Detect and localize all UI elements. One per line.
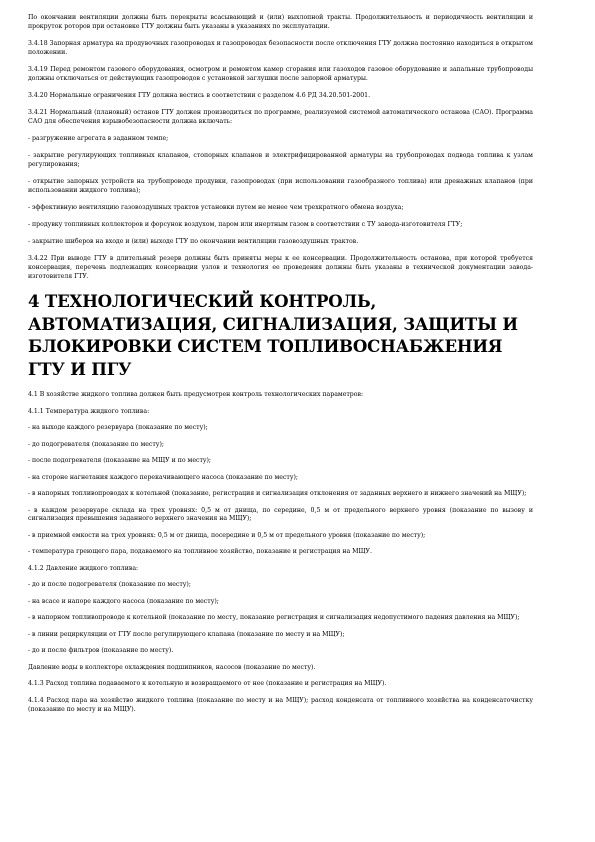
list-item: - в каждом резервуаре склада на трех уровнях: 0,5 м от днища, по середине, 0,5 м от предельного верхнего уровня (показание по вызову и сигнализация превышения заданного верхнего значения на МЩУ); [28,506,533,523]
list-item: - закрытие шиберов на входе и (или) выходе ГТУ по окончании вентиляции газовоздушных трактов. [28,238,359,246]
paragraph: По окончании вентиляции должны быть перекрыты всасывающий и (или) выхлопной тракты. Продолжительность и периодичность вентиляции и прокруток роторов при остановке ГТУ должны быть указаны в указаниях по эксплуатации. [28,14,533,30]
list-item: - эффективную вентиляцию газовоздушных трактов установки путем не менее чем трехкратного обмена воздуха; [28,204,404,212]
list-item: - в приемной емкости на трех уровнях: 0,5 м от днища, посередине и 0,5 м от предельного уровня (показание по месту); [28,531,426,539]
list-item: - продувку топливных коллекторов и форсунок воздухом, паром или инертным газом в соответствии с ТУ завода-изготовителя ГТУ; [28,221,463,229]
bottom-section [28,391,533,715]
paragraph: 3.4.21 Нормальный (плановый) останов ГТУ должен производиться по программе, реализуемой системой автоматического останова (САО). Программа САО для обеспечения взрывобезопасности должна включать: [28,109,533,125]
list-item: - в напорных топливопроводах к котельной (показание, регистрация и сигнализация отклонения от заданных верхнего и нижнего значений на МЩУ); [28,490,527,497]
list-item: - температура греющего пара, подаваемого на топливное хозяйство, показание и регистрация на МЩУ. [28,548,372,556]
paragraph: 3.4.22 При выводе ГТУ в длительный резерв должны быть приняты меры к ее консервации. Продолжительность останова, при которой требуется консервация, перечень подлежащих консервации узлов и технология ее проведения должны быть указаны в технической документации завода-изготовителя ГТУ. [28,255,533,281]
paragraph: 3.4.19 Перед ремонтом газового оборудования, осмотром и ремонтом камер сгорания или газоходов газовое оборудование и запальные трубопроводы должны отключаться от действующих газопроводов с установкой заглушки после запорной арматуры. [28,66,533,82]
list-item: - до и после подогревателя (показание по месту); [28,581,191,589]
list-item: - на всасе и напоре каждого насоса (показание по месту); [28,597,219,605]
list-item: - на выходе каждого резервуара (показание по месту); [28,424,208,431]
paragraph: 3.4.18 Запорная арматура на продувочных газопроводах и газопроводах безопасности после отключения ГТУ должна постоянно находиться в открытом положении. [28,40,533,56]
paragraph: Давление воды в коллекторе охлаждения подшипников, насосов (показание по месту). [28,663,316,671]
top-section [28,14,533,282]
list-item: - разгружение агрегата в заданном темпе; [28,135,169,143]
list-item: - до и после фильтров (показание по месту). [28,647,174,655]
paragraph: 4.1.3 Расход топлива подаваемого к котельную и возвращаемого от нее (показание и регистрация на МЩУ). [28,680,387,688]
list-item: - закрытие регулирующих топливных клапанов, стопорных клапанов и электрифицированной арматуры на трубопроводах подвода топлива к узлам регулирования; [28,152,533,169]
list-item: - в линии рециркуляции от ГТУ после регулирующего клапана (показание по месту и на МЩУ); [28,630,345,638]
list-item: - до подогревателя (показание по месту); [28,440,164,448]
list-item: - открытие запорных устройств на трубопроводе продувки, газопроводах (при использовании газообразного топлива) или дренажных клапанов (при использовании жидкого топлива); [28,178,533,195]
paragraph: 4.1.2 Давление жидкого топлива: [28,564,139,572]
list-item: - на стороне нагнетания каждого перекачивающего насоса (показание по месту); [28,473,298,481]
paragraph: 4.1.1 Температура жидкого топлива: [28,407,150,415]
list-item: - в напорном топливопроводе к котельной (показание по месту, показание регистрация и сигнализация недопустимого падения давления на МЩУ); [28,614,520,622]
paragraph: 4.1.4 Расход пара на хозяйство жидкого топлива (показание по месту и на МЩУ); расход конденсата от топливного хозяйства на конденсаточистку (показание по месту и на МЩУ). [28,696,533,713]
list-item: - после подогревателя (показание на МЩУ и по месту); [28,457,212,464]
section-heading: 4 ТЕХНОЛОГИЧЕСКИЙ КОНТРОЛЬ, АВТОМАТИЗАЦИЯ, СИГНАЛИЗАЦИЯ, ЗАЩИТЫ И БЛОКИРОВКИ СИСТЕМ ТОПЛИВОСНАБЖЕНИЯ ГТУ И ПГУ [28,291,518,379]
paragraph: 4.1 В хозяйстве жидкого топлива должен быть предусмотрен контроль технологических параметров: [28,391,364,398]
paragraph: 3.4.20 Нормальные ограничения ГТУ должна вестись в соответствии с разделом 4.6 РД 34.20.501-2001. [28,92,371,99]
